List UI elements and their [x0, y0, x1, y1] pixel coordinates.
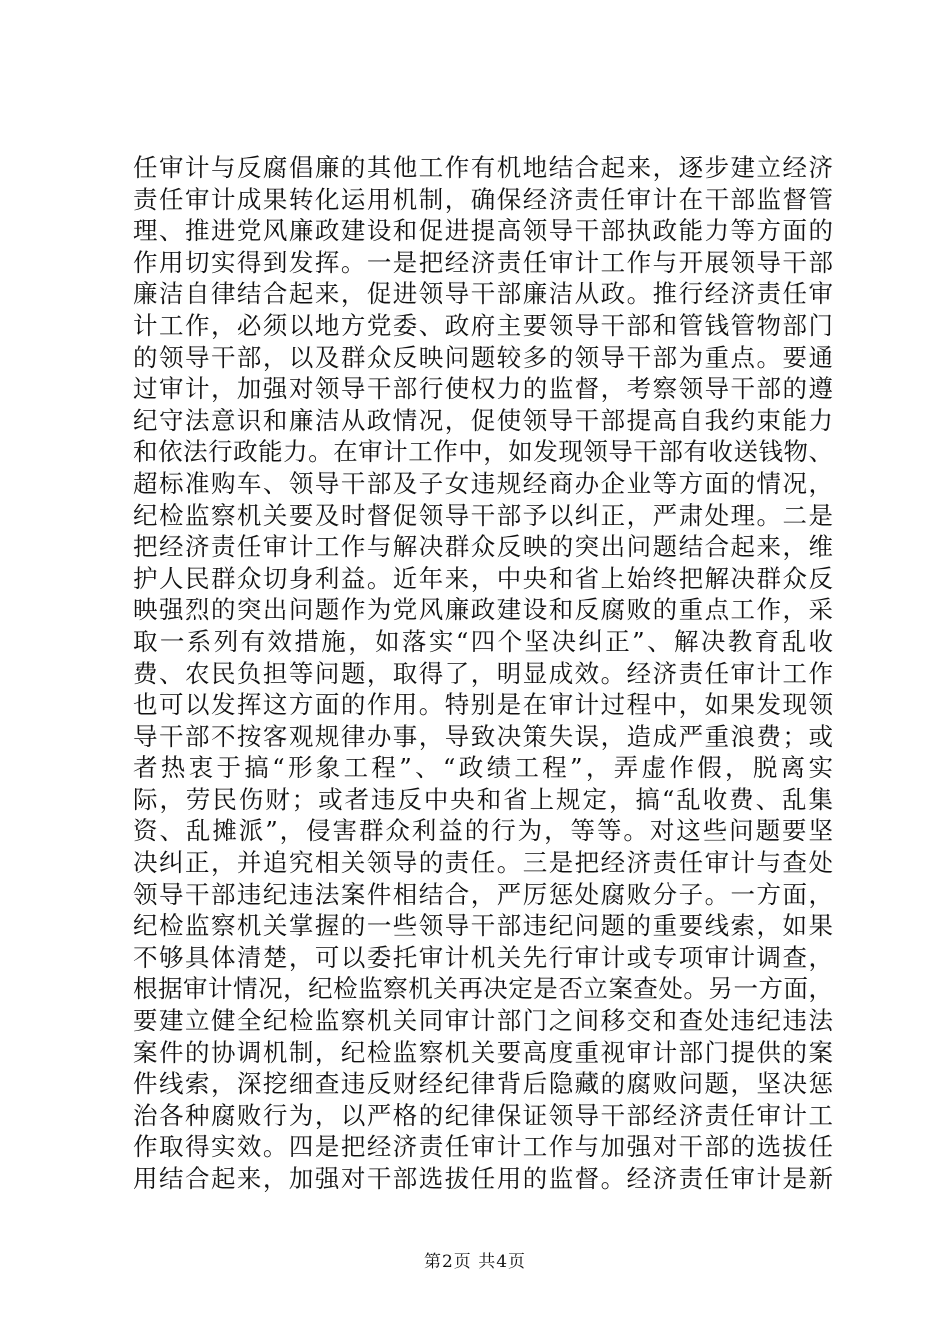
text-line-19: 导干部不按客观规律办事，导致决策失误，造成严重浪费；或: [133, 721, 833, 751]
text-line-11: 超标准购车、领导干部及子女违规经商办企业等方面的情况，: [133, 468, 833, 498]
page-number-footer: 第2页 共4页: [423, 1252, 527, 1272]
body-text: [133, 152, 833, 1195]
text-line-29: 案件的协调机制，纪检监察机关要高度重视审计部门提供的案: [133, 1037, 833, 1067]
text-line-27: 根据审计情况，纪检监察机关再决定是否立案查处。另一方面，: [133, 974, 833, 1004]
text-line-18: 也可以发挥这方面的作用。特别是在审计过程中，如果发现领: [133, 690, 833, 720]
text-line-17: 费、农民负担等问题，取得了，明显成效。经济责任审计工作: [133, 658, 833, 688]
text-line-13: 把经济责任审计工作与解决群众反映的突出问题结合起来，维: [133, 532, 833, 562]
text-line-24: 领导干部违纪违法案件相结合，严厉惩处腐败分子。一方面，: [133, 879, 833, 909]
text-line-6: 计工作，必须以地方党委、政府主要领导干部和管钱管物部门: [133, 310, 833, 340]
text-line-12: 纪检监察机关要及时督促领导干部予以纠正，严肃处理。二是: [133, 500, 833, 530]
text-line-10: 和依法行政能力。在审计工作中，如发现领导干部有收送钱物、: [133, 437, 833, 467]
text-line-21: 际，劳民伤财；或者违反中央和省上规定，搞“乱收费、乱集: [133, 784, 833, 814]
text-line-31: 治各种腐败行为，以严格的纪律保证领导干部经济责任审计工: [133, 1100, 833, 1130]
text-line-28: 要建立健全纪检监察机关同审计部门之间移交和查处违纪违法: [133, 1006, 833, 1036]
text-line-20: 者热衷于搞“形象工程”、“政绩工程”，弄虚作假，脱离实: [133, 753, 833, 783]
text-line-33: 用结合起来，加强对干部选拔任用的监督。经济责任审计是新: [133, 1164, 833, 1193]
text-line-4: 作用切实得到发挥。一是把经济责任审计工作与开展领导干部: [133, 247, 833, 277]
text-line-8: 过审计，加强对领导干部行使权力的监督，考察领导干部的遵: [133, 374, 833, 404]
text-line-7: 的领导干部，以及群众反映问题较多的领导干部为重点。要通: [133, 342, 833, 372]
text-line-1: 任审计与反腐倡廉的其他工作有机地结合起来，逐步建立经济: [133, 153, 833, 182]
text-line-23: 决纠正，并追究相关领导的责任。三是把经济责任审计与查处: [133, 848, 833, 878]
text-line-30: 件线索，深挖细查违反财经纪律背后隐藏的腐败问题，坚决惩: [133, 1069, 833, 1099]
text-line-14: 护人民群众切身利益。近年来，中央和省上始终把解决群众反: [133, 563, 833, 593]
text-line-9: 纪守法意识和廉洁从政情况，促使领导干部提高自我约束能力: [133, 405, 833, 435]
text-line-25: 纪检监察机关掌握的一些领导干部违纪问题的重要线索，如果: [133, 911, 833, 941]
text-line-5: 廉洁自律结合起来，促进领导干部廉洁从政。推行经济责任审: [133, 279, 833, 309]
text-line-22: 资、乱摊派”，侵害群众利益的行为，等等。对这些问题要坚: [133, 816, 833, 846]
text-line-16: 取一系列有效措施，如落实“四个坚决纠正”、解决教育乱收: [133, 626, 833, 656]
text-line-2: 责任审计成果转化运用机制，确保经济责任审计在干部监督管: [133, 184, 833, 214]
text-line-3: 理、推进党风廉政建设和促进提高领导干部执政能力等方面的: [133, 216, 833, 246]
text-line-26: 不够具体清楚，可以委托审计机关先行审计或专项审计调查，: [133, 942, 833, 972]
text-line-15: 映强烈的突出问题作为党风廉政建设和反腐败的重点工作，采: [133, 595, 833, 625]
text-line-32: 作取得实效。四是把经济责任审计工作与加强对干部的选拔任: [133, 1132, 833, 1162]
